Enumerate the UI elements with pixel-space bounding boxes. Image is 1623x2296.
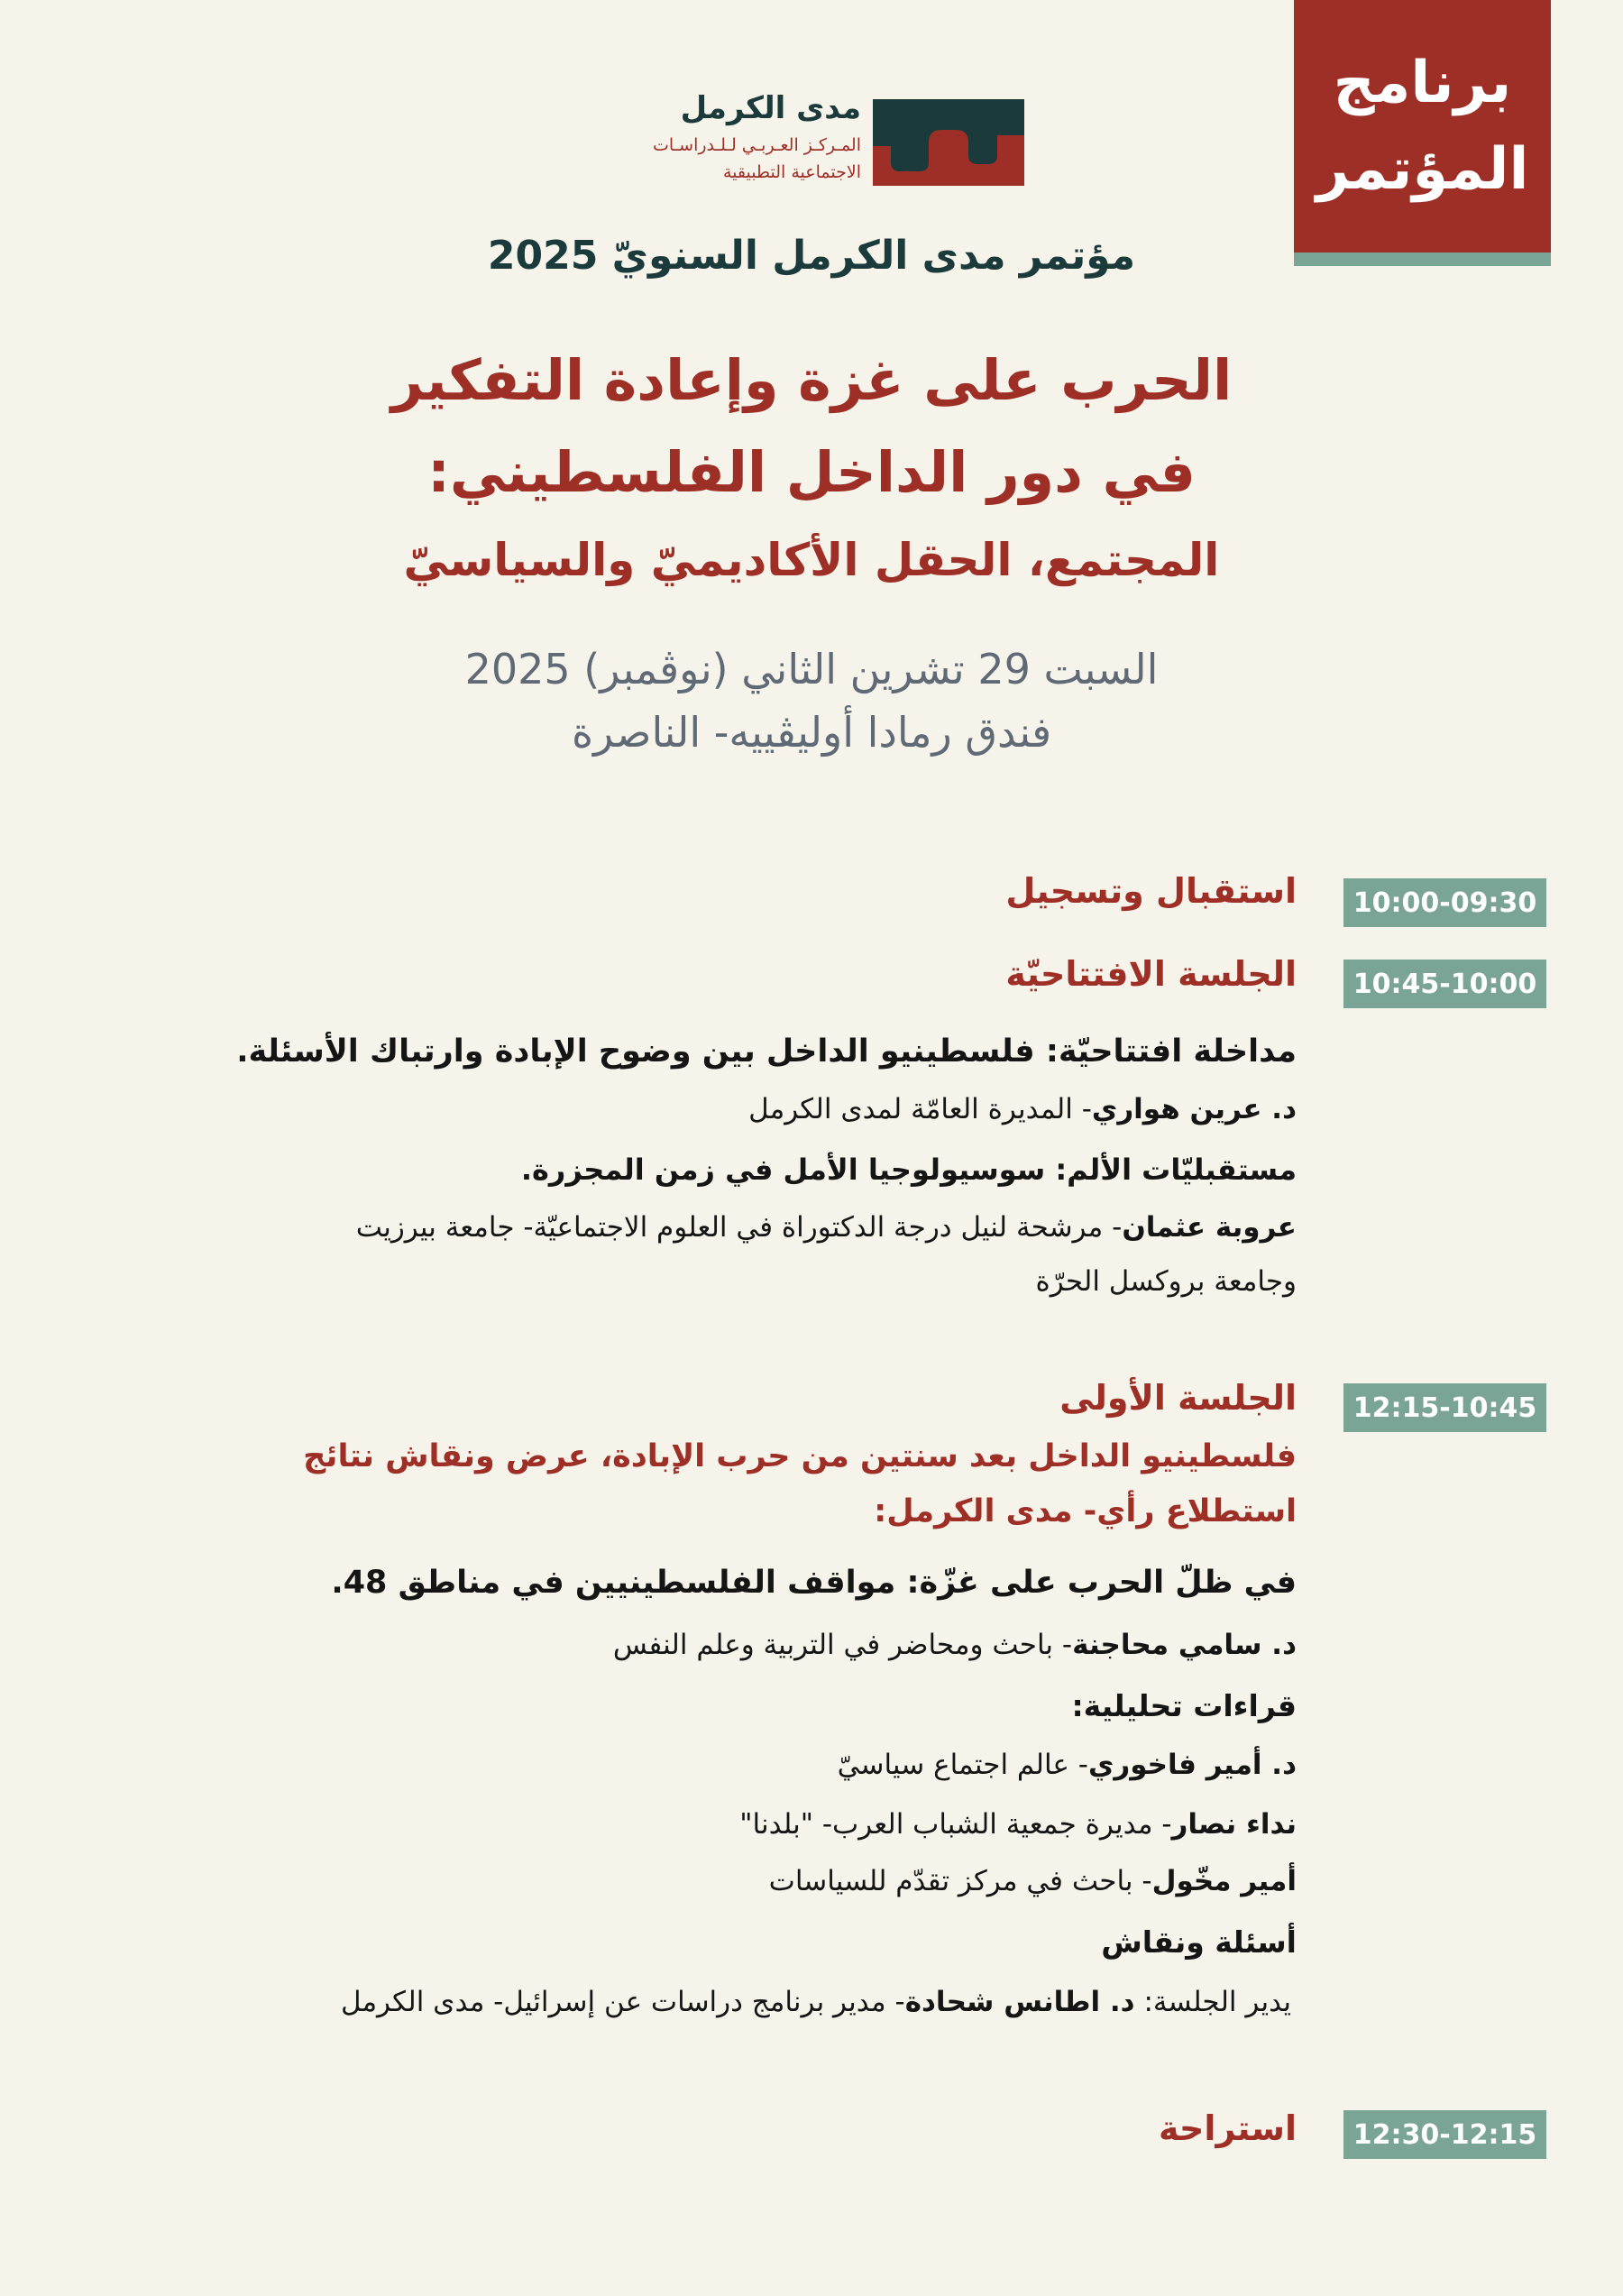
event-venue: فندق رمادا أوليڤييه- الناصرة <box>571 708 1052 757</box>
speaker-role: - باحث في مركز تقدّم للسياسات <box>768 1865 1152 1897</box>
panelist-2 <box>739 1808 1297 1841</box>
title-line-1: الحرب على غزة وإعادة التفكير <box>390 347 1233 413</box>
opening-talk-1: مداخلة افتتاحيّة: فلسطينيو الداخل بين وضوح الإبادة وارتباك الأسئلة. <box>236 1033 1297 1070</box>
logo-subtitle-1: المـركـز العـربـي لـلـدراسـات <box>652 135 861 155</box>
moderator-role: - مدير برنامج دراسات عن إسرائيل- مدى الكرمل <box>340 1986 905 2018</box>
logo-name: مدى الكرمل <box>680 90 861 126</box>
time-chip-break: 12:30-12:15 <box>1343 2110 1546 2159</box>
mada-logo-icon <box>873 99 1024 186</box>
time-chip-first-session: 12:15-10:45 <box>1343 1383 1546 1432</box>
program-badge <box>1294 0 1551 253</box>
opening-session-title: الجلسة الافتتاحيّة <box>1005 954 1297 994</box>
conference-name: مؤتمر مدى الكرمل السنويّ 2025 <box>487 233 1136 279</box>
badge-line-2: المؤتمر <box>1316 136 1529 203</box>
moderator-name: د. اطانس شحادة <box>904 1986 1135 2018</box>
speaker-name: د. عرين هواري <box>1091 1093 1297 1125</box>
panelist-1 <box>838 1749 1297 1781</box>
readings-label: قراءات تحليلية: <box>1071 1688 1297 1723</box>
speaker-name: نداء نصار <box>1171 1808 1297 1841</box>
speaker-role: - مديرة جمعية الشباب العرب- "بلدنا" <box>739 1808 1172 1841</box>
opening-speaker-2-continued: وجامعة بروكسل الحرّة <box>1035 1265 1297 1298</box>
qa-label: أسئلة ونقاش <box>1101 1924 1297 1960</box>
event-date: السبت 29 تشرين الثاني (نوڤمبر) 2025 <box>464 645 1159 693</box>
badge-line-1: برنامج <box>1333 50 1512 116</box>
speaker-name: د. أمير فاخوري <box>1087 1749 1297 1781</box>
speaker-role: - باحث ومحاضر في التربية وعلم النفس <box>612 1629 1073 1661</box>
opening-speaker-1 <box>748 1093 1297 1125</box>
logo-subtitle-2: الاجتماعية التطبيقية <box>722 162 861 182</box>
opening-talk-2: مستقبليّات الألم: سوسيولوجيا الأمل في زمن المجزرة. <box>520 1153 1297 1187</box>
time-chip-opening: 10:45-10:00 <box>1343 960 1546 1008</box>
first-session-talk: في ظلّ الحرب على غزّة: مواقف الفلسطينيين في مناطق 48. <box>331 1565 1297 1601</box>
title-line-3: المجتمع، الحقل الأكاديميّ والسياسيّ <box>403 534 1220 586</box>
speaker-role: - عالم اجتماع سياسيّ <box>837 1749 1088 1781</box>
speaker-name: د. سامي محاجنة <box>1072 1629 1297 1661</box>
speaker-name: أمير مخّول <box>1151 1865 1297 1897</box>
break-title: استراحة <box>1158 2108 1297 2148</box>
first-session-subtitle-1: فلسطينيو الداخل بعد سنتين من حرب الإبادة، عرض ونقاش نتائج <box>303 1438 1297 1474</box>
moderator-prefix: يدير الجلسة: <box>1134 1986 1291 2018</box>
speaker-role: - المديرة العامّة لمدى الكرمل <box>748 1093 1092 1125</box>
opening-speaker-2 <box>356 1211 1297 1244</box>
first-session-title: الجلسة الأولى <box>1059 1378 1297 1418</box>
time-chip-reception: 10:00-09:30 <box>1343 878 1546 927</box>
speaker-role: - مرشحة لنيل درجة الدكتوراة في العلوم الاجتماعيّة- جامعة بيرزيت <box>355 1211 1123 1244</box>
session-moderator <box>341 1986 1291 2018</box>
speaker-name: عروبة عثمان <box>1122 1211 1297 1244</box>
first-session-speaker <box>613 1629 1297 1661</box>
panelist-3 <box>769 1865 1297 1897</box>
reception-title: استقبال وتسجيل <box>1005 871 1297 911</box>
first-session-subtitle-2: استطلاع رأي- مدى الكرمل: <box>874 1493 1297 1529</box>
title-line-2: في دور الداخل الفلسطيني: <box>427 439 1196 505</box>
